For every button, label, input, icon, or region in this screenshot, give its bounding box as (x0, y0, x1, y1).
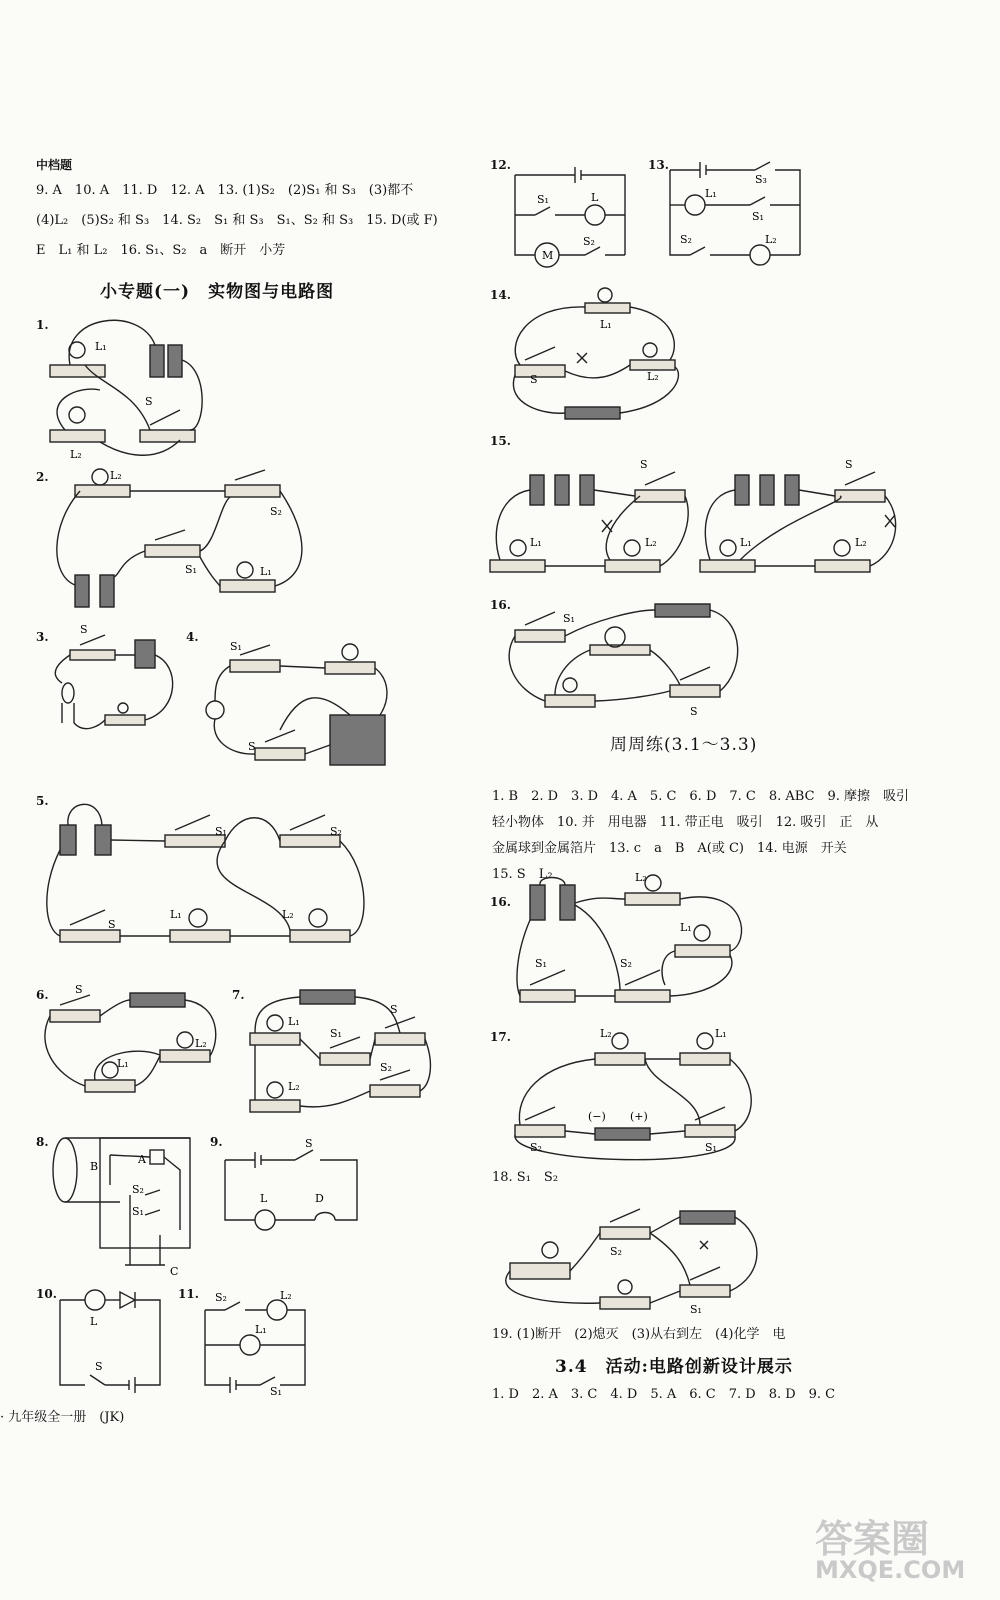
label-S2: S₂ (132, 1183, 144, 1196)
label-L1: L₁ (288, 1015, 300, 1028)
label-S1: S₁ (752, 210, 764, 223)
label-L1: L₁ (705, 187, 717, 200)
label-L2: L₂ (645, 536, 657, 549)
fig-number-6: 6. (36, 988, 49, 1002)
label-L2: L₂ (647, 370, 659, 383)
fig-number-4: 4. (186, 630, 199, 644)
label-L1: L₁ (255, 1323, 267, 1336)
label-L2: L₂ (765, 233, 777, 246)
answer-line-1: 9. A 10. A 11. D 12. A 13. (1)S₂ (2)S₁ 和 S₃ (3)都不 (36, 183, 414, 198)
activity-answers: 1. D 2. A 3. C 4. D 5. A 6. C 7. D 8. D 9. C (492, 1387, 836, 1402)
figure-10-circuit (60, 1290, 170, 1400)
watermark-logo: 答案圈 (815, 1517, 930, 1561)
label-S: S (690, 705, 698, 718)
label-S1: S₁ (705, 1141, 717, 1154)
label-S2: S₂ (270, 505, 282, 518)
label-S2: S₂ (330, 825, 342, 838)
label-S1: S₁ (132, 1205, 144, 1218)
fig-number-16a: 16. (490, 598, 511, 612)
label-L2: L₂ (855, 536, 867, 549)
figure-12-circuit (515, 165, 630, 265)
weekly-answer-3: 金属球到金属箔片 13. c a B A(或 C) 14. 电源 开关 (492, 841, 847, 856)
figure-15a-circuit (490, 460, 690, 580)
label-L1: L₁ (260, 565, 272, 578)
label-S2: S₂ (215, 1291, 227, 1304)
label-S: S (80, 623, 88, 636)
figure-7-circuit (250, 985, 430, 1125)
fig-number-3: 3. (36, 630, 49, 644)
section-label: 中档题 (36, 158, 73, 172)
figure-6-circuit (45, 985, 225, 1105)
label-S: S (75, 983, 83, 996)
activity-title: 3.4 活动:电路创新设计展示 (555, 1357, 793, 1377)
label-L: L (260, 1192, 268, 1205)
figure-1-circuit (40, 310, 220, 460)
label-A: A (138, 1153, 146, 1166)
figure-15b-circuit (700, 460, 900, 580)
label-L1: L₁ (170, 908, 182, 921)
label-L1: L₁ (715, 1027, 727, 1040)
fig-number-16b: 16. (490, 895, 511, 909)
fig-number-5: 5. (36, 794, 49, 808)
answer-line-2: (4)L₂ (5)S₂ 和 S₃ 14. S₂ S₁ 和 S₃ S₁、S₂ 和 S₃ 15. D(或 F) (36, 213, 438, 228)
label-S2: S₂ (610, 1245, 622, 1258)
fig-number-12: 12. (490, 158, 511, 172)
watermark-url: MXQE.COM (815, 1556, 966, 1584)
answer-19: 19. (1)断开 (2)熄灭 (3)从右到左 (4)化学 电 (492, 1327, 786, 1342)
label-L2: L₂ (195, 1037, 207, 1050)
fig-number-7: 7. (232, 988, 245, 1002)
label-L: L (591, 191, 599, 204)
label-S: S (305, 1137, 313, 1150)
weekly-answer-1: 1. B 2. D 3. D 4. A 5. C 6. D 7. C 8. ABC 9. 摩擦 吸引 (492, 789, 910, 804)
figure-17-circuit (510, 1025, 760, 1165)
label-S1: S₁ (563, 612, 575, 625)
label-L2: L₂ (280, 1289, 292, 1302)
label-S1: S₁ (230, 640, 242, 653)
label-L1: L₁ (95, 340, 107, 353)
figure-5-circuit (40, 790, 360, 970)
fig-number-8: 8. (36, 1135, 49, 1149)
label-S: S (845, 458, 853, 471)
label-S1: S₁ (535, 957, 547, 970)
label-B: B (90, 1160, 99, 1173)
label-S: S (530, 373, 538, 386)
label-S: S (145, 395, 153, 408)
label-L2: L₂ (282, 908, 294, 921)
label-L2: L₂ (110, 469, 122, 482)
label-L2: L₂ (70, 448, 82, 461)
figure-13-circuit (670, 165, 810, 265)
label-D: D (315, 1192, 324, 1205)
label-S2: S₂ (680, 233, 692, 246)
figure-14-circuit (505, 285, 685, 425)
answer-line-3: E L₁ 和 L₂ 16. S₁、S₂ a 断开 小芳 (36, 243, 286, 258)
label-L1: L₁ (600, 318, 612, 331)
label-S2: S₂ (380, 1061, 392, 1074)
figure-9-circuit (225, 1137, 365, 1235)
fig-number-2: 2. (36, 470, 49, 484)
label-S2: S₂ (530, 1141, 542, 1154)
figure-4-circuit (200, 630, 400, 780)
label-S1: S₁ (537, 193, 549, 206)
label-M: M (542, 249, 554, 262)
figure-18-circuit (495, 1205, 775, 1325)
fig-number-14: 14. (490, 288, 511, 302)
figure-11-circuit (205, 1289, 315, 1398)
label-L: L (90, 1315, 98, 1328)
weekly-answer-4: 15. S L₂ (492, 867, 553, 882)
label-S2: S₂ (620, 957, 632, 970)
label-L2: L₂ (288, 1080, 300, 1093)
figure-3-circuit (50, 625, 190, 745)
fig-number-1: 1. (36, 318, 49, 332)
label-L1: L₁ (530, 536, 542, 549)
label-S: S (95, 1360, 103, 1373)
label-L2: L₂ (635, 871, 647, 884)
fig-number-17: 17. (490, 1030, 511, 1044)
fig-number-11: 11. (178, 1287, 199, 1301)
fig-number-9: 9. (210, 1135, 223, 1149)
label-S1: S₁ (330, 1027, 342, 1040)
label-S: S (248, 740, 256, 753)
label-S2: S₂ (583, 235, 595, 248)
label-S3: S₃ (755, 173, 767, 186)
figure-8-circuit (50, 1135, 200, 1278)
label-L1: L₁ (680, 921, 692, 934)
label-C: C (170, 1265, 179, 1278)
label-minus: (−) (588, 1110, 606, 1123)
label-S1: S₁ (690, 1303, 702, 1316)
weekly-answer-2: 轻小物体 10. 并 用电器 11. 带正电 吸引 12. 吸引 正 从 (492, 815, 879, 830)
figure-16a-circuit (505, 600, 745, 720)
fig-number-10: 10. (36, 1287, 57, 1301)
fig-number-13: 13. (648, 158, 669, 172)
label-S1: S₁ (270, 1385, 282, 1398)
label-S: S (108, 918, 116, 931)
topic-title: 小专题(一) 实物图与电路图 (100, 282, 335, 302)
label-L2: L₂ (600, 1027, 612, 1040)
label-L1: L₁ (117, 1057, 129, 1070)
weekly-title: 周周练(3.1～3.3) (610, 735, 758, 755)
fig-number-15: 15. (490, 434, 511, 448)
label-S: S (640, 458, 648, 471)
label-S1: S₁ (215, 825, 227, 838)
label-S: S (390, 1003, 398, 1016)
label-S1: S₁ (185, 563, 197, 576)
page-footer: · 九年级全一册 (JK) (0, 1410, 125, 1425)
label-plus: (+) (630, 1110, 648, 1123)
figure-2-circuit (50, 465, 310, 615)
answer-18: 18. S₁ S₂ (492, 1170, 559, 1185)
label-L1: L₁ (740, 536, 752, 549)
